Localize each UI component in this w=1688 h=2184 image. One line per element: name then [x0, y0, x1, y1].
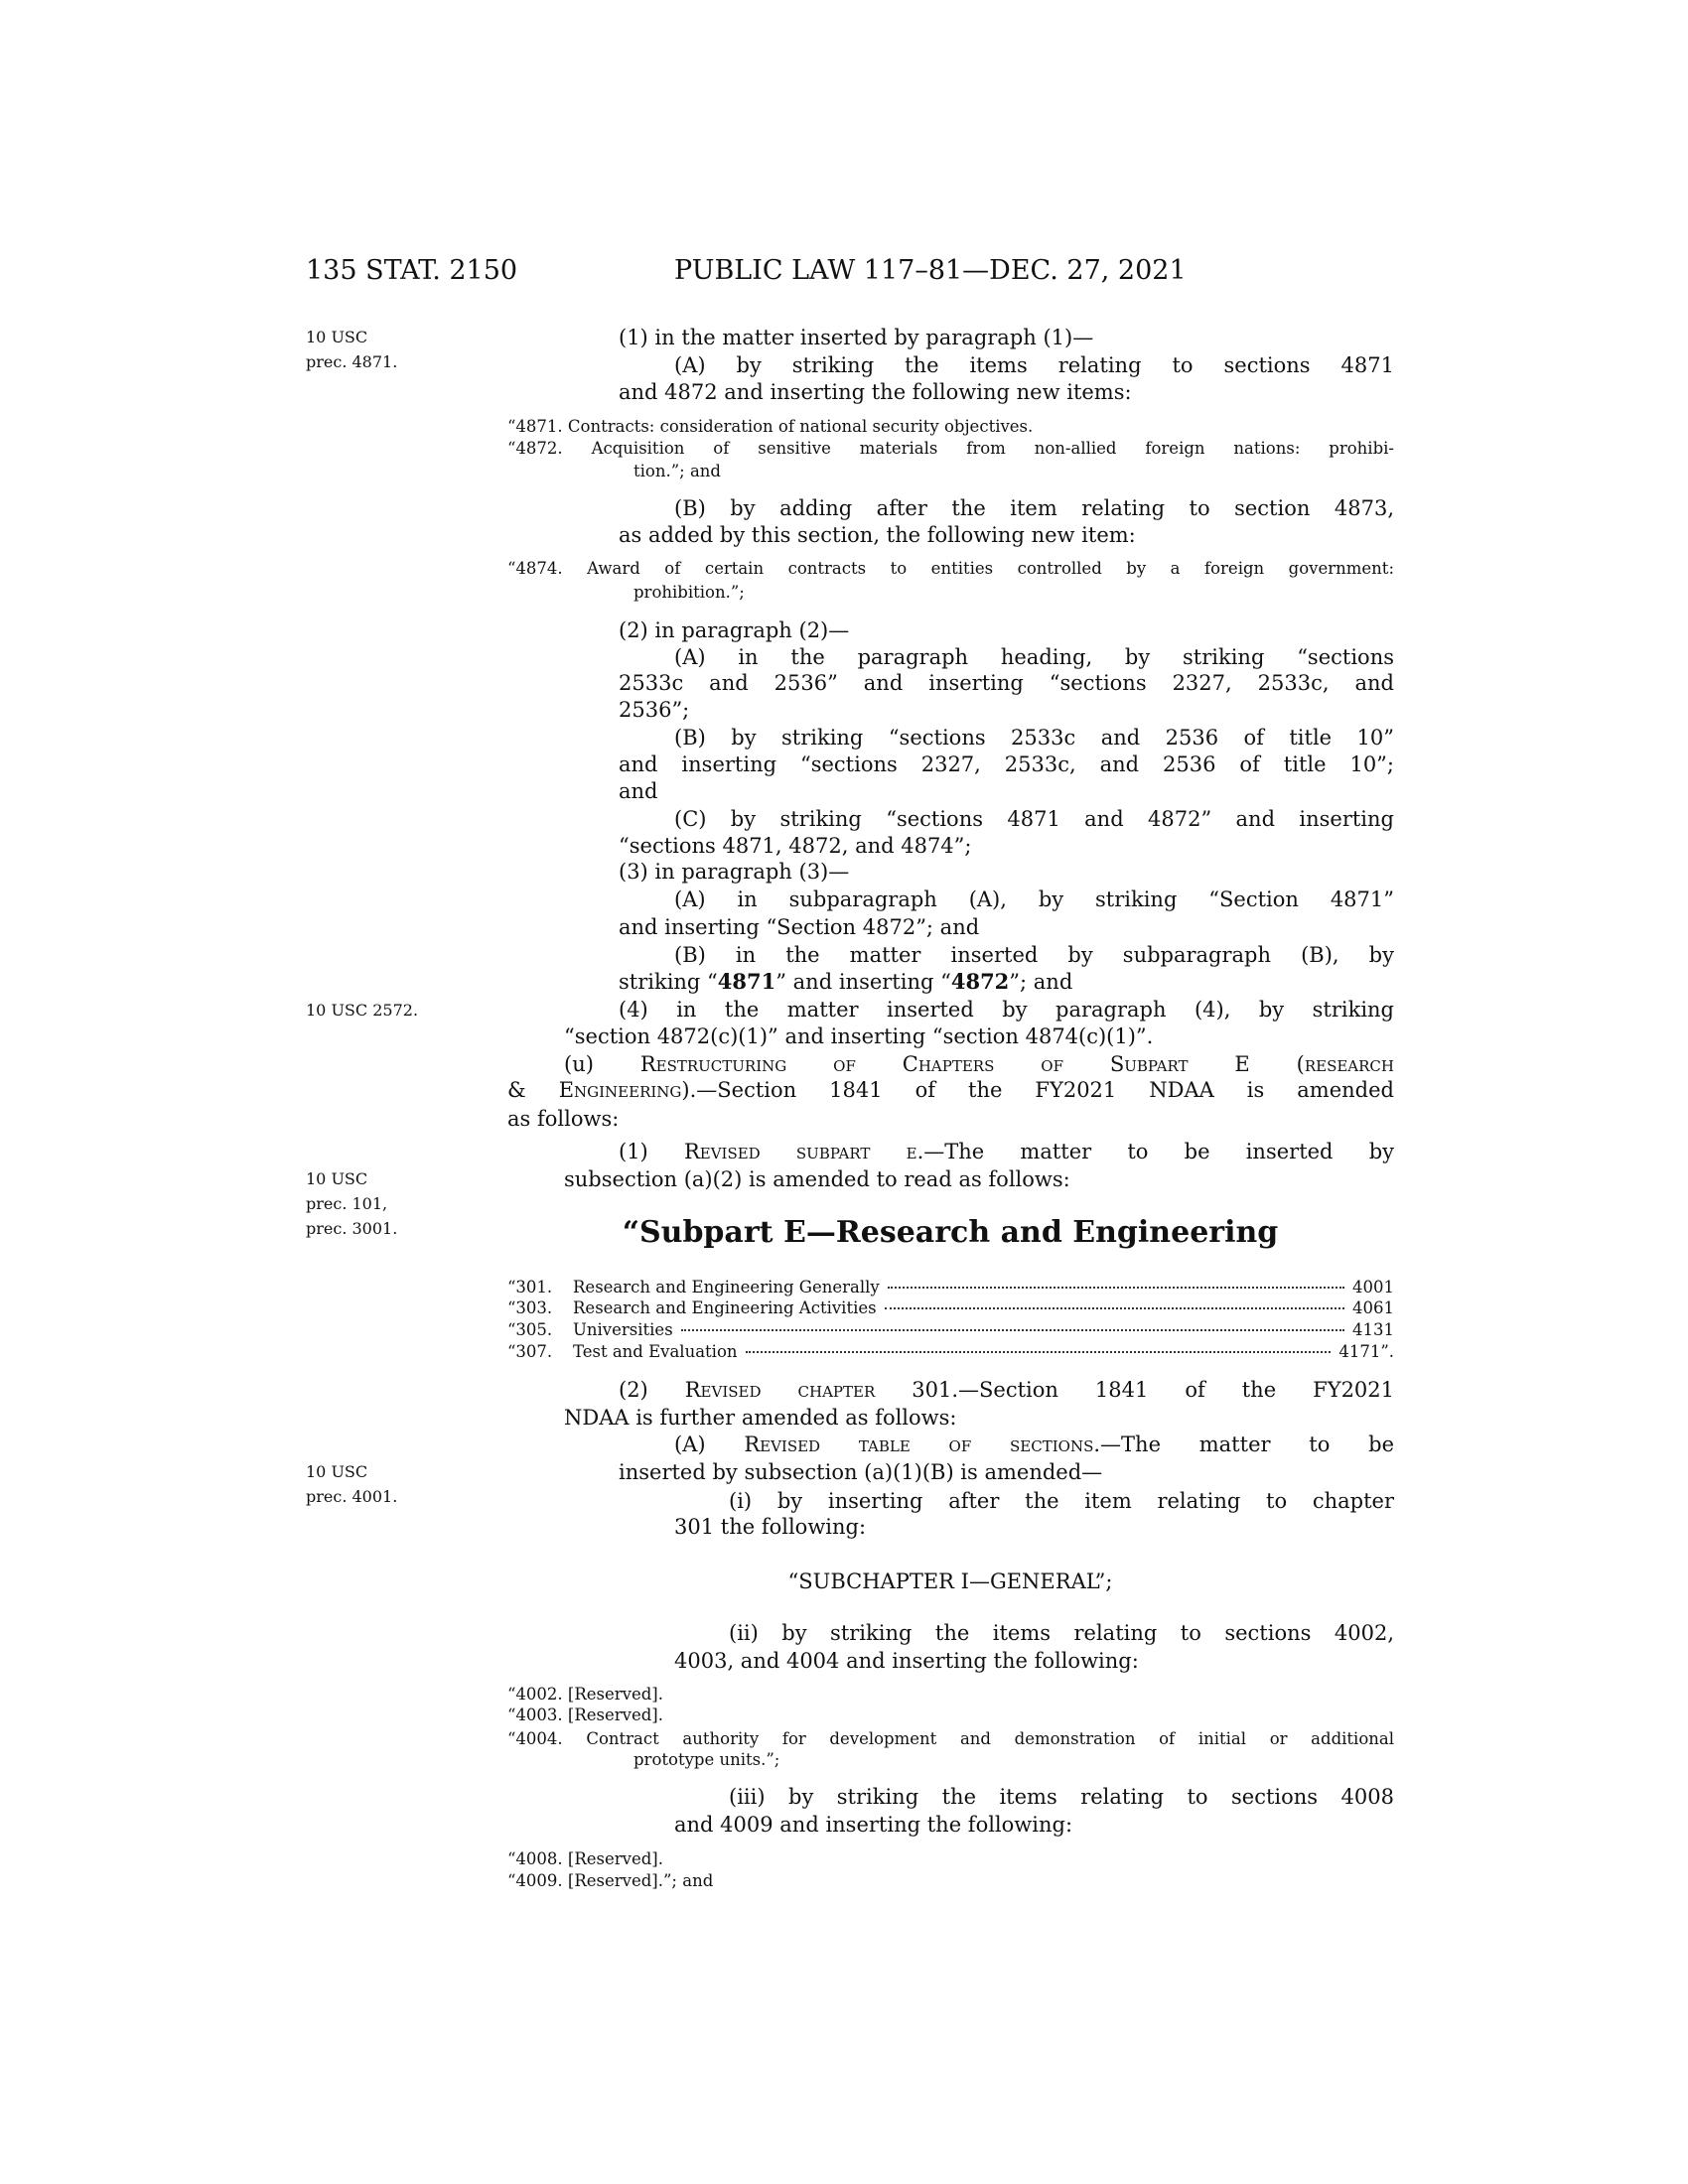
subsection-u: as follows: [507, 1107, 620, 1131]
subparagraph-A: and 4872 and inserting the following new items: [619, 380, 1132, 404]
text: ”; and [1009, 970, 1073, 994]
toc-row [507, 1277, 1394, 1298]
text: ” and inserting “ [775, 970, 951, 994]
paragraph-2-revised-chapter [619, 1376, 1394, 1404]
inserted-item: “4008. [Reserved]. [507, 1849, 663, 1868]
subparagraph-A: and inserting “Section 4872”; and [619, 915, 980, 939]
clause-iii: and 4009 and inserting the following: [674, 1813, 1073, 1837]
subparagraph-A: 2536”; [619, 698, 690, 722]
toc-row [507, 1341, 1394, 1363]
toc-title: Research and Engineering Generally [573, 1278, 880, 1297]
toc-section: 4001 [1352, 1278, 1394, 1297]
subparagraph-B [619, 968, 1394, 996]
dot-leader [681, 1329, 1344, 1331]
margin-note: prec. 4001. [306, 1487, 398, 1506]
text: .—The matter to be [1093, 1433, 1394, 1456]
subparagraph-A: 2533c and 2536” and inserting “sections 2327, 2533c, and [619, 671, 1394, 695]
paragraph-2: (2) in paragraph (2)— [619, 618, 850, 642]
paragraph-4: (4) in the matter inserted by paragraph (4), by striking [619, 998, 1394, 1022]
text: & [507, 1078, 559, 1102]
subpart-heading: “Subpart E—Research and Engineering [622, 1215, 1279, 1250]
margin-note: 10 USC [306, 1462, 368, 1481]
dot-leader [746, 1351, 1332, 1353]
inserted-item: tion.”; and [633, 462, 721, 480]
dot-leader [888, 1287, 1344, 1289]
subsection-heading: Restructuring of Chapters of Subpart E (research [639, 1052, 1394, 1076]
subsection-u [507, 1076, 1394, 1104]
toc-title: Research and Engineering Activities [573, 1298, 877, 1317]
margin-note: 10 USC 2572. [306, 1001, 419, 1020]
subparagraph-B: as added by this section, the following new item: [619, 523, 1136, 547]
subparagraph-A: (A) in subparagraph (A), by striking “Section 4871” [674, 887, 1394, 911]
subparagraph-B: and inserting “sections 2327, 2533c, and 2536 of title 10”; [619, 752, 1394, 776]
inserted-item: prohibition.”; [633, 583, 745, 602]
margin-note: prec. 101, [306, 1194, 388, 1213]
toc-section: 4131 [1352, 1320, 1394, 1339]
inserted-item: “4004. Contract authority for development and demonstration of initial or additional [507, 1729, 1394, 1748]
margin-note: prec. 3001. [306, 1219, 398, 1238]
subparagraph-A-revised-table [674, 1431, 1394, 1458]
inserted-item: “4874. Award of certain contracts to entities controlled by a foreign government: [507, 559, 1394, 578]
statute-page-number: 135 STAT. 2150 [306, 255, 518, 286]
margin-note: 10 USC [306, 328, 368, 346]
inserted-item: “4871. Contracts: consideration of national security objectives. [507, 417, 1034, 436]
text: .—Section 1841 of the FY2021 NDAA is amended [689, 1078, 1394, 1102]
margin-note: 10 USC [306, 1169, 368, 1188]
text: (1) [619, 1140, 684, 1163]
subparagraph-B: (B) by striking “sections 2533c and 2536 of title 10” [674, 726, 1394, 750]
subparagraph-C: “sections 4871, 4872, and 4874”; [619, 834, 972, 858]
paragraph-1: (1) in the matter inserted by paragraph (1)— [619, 326, 1094, 349]
running-title: PUBLIC LAW 117–81—DEC. 27, 2021 [674, 255, 1187, 286]
paragraph-1-revised-subpart [619, 1138, 1394, 1165]
paragraph-heading: Revised subpart e [683, 1140, 917, 1163]
subparagraph-A: (A) by striking the items relating to sections 4871 [674, 353, 1394, 377]
subparagraph-B: (B) by adding after the item relating to section 4873, [674, 496, 1394, 520]
subparagraph-heading: Revised table of sections [744, 1433, 1094, 1456]
bold-text: 4872 [950, 969, 1010, 994]
text: .—Section 1841 of the FY2021 [951, 1378, 1395, 1402]
paragraph-3: (3) in paragraph (3)— [619, 860, 850, 884]
clause-i: (i) by inserting after the item relating to chapter [729, 1489, 1394, 1513]
inserted-item: “4872. Acquisition of sensitive materials from non-allied foreign nations: prohibi- [507, 439, 1394, 458]
subparagraph-B: (B) in the matter inserted by subparagraph (B), by [674, 943, 1394, 967]
text: (2) [619, 1378, 685, 1402]
toc-row [507, 1319, 1394, 1341]
inserted-item: “4009. [Reserved].”; and [507, 1871, 714, 1890]
clause-ii: (ii) by striking the items relating to sections 4002, [729, 1621, 1394, 1645]
toc-row [507, 1297, 1394, 1319]
toc-number: “303. [507, 1298, 553, 1317]
toc-number: “305. [507, 1320, 553, 1339]
subsection-u [564, 1050, 1394, 1078]
subsection-heading: Engineering) [558, 1078, 690, 1102]
paragraph-heading: Revised chapter 301 [684, 1378, 952, 1402]
subparagraph-A-revised-table: inserted by subsection (a)(1)(B) is amended— [619, 1460, 1103, 1484]
toc-section: 4061 [1352, 1298, 1394, 1317]
clause-i: 301 the following: [674, 1515, 867, 1539]
paragraph-1-revised-subpart: subsection (a)(2) is amended to read as follows: [564, 1167, 1070, 1191]
text: .—The matter to be inserted by [916, 1140, 1394, 1163]
subparagraph-A: (A) in the paragraph heading, by striking “sections [674, 645, 1394, 669]
inserted-item: prototype units.”; [633, 1750, 780, 1769]
subparagraph-C: (C) by striking “sections 4871 and 4872” and inserting [674, 807, 1394, 831]
clause-ii: 4003, and 4004 and inserting the following: [674, 1649, 1139, 1673]
text: (u) [564, 1052, 640, 1076]
paragraph-4: “section 4872(c)(1)” and inserting “section 4874(c)(1)”. [564, 1024, 1154, 1048]
text: striking “ [619, 970, 718, 994]
toc-number: “301. [507, 1278, 553, 1297]
subparagraph-B: and [619, 779, 658, 803]
toc-number: “307. [507, 1342, 553, 1361]
inserted-item: “4003. [Reserved]. [507, 1706, 663, 1724]
margin-note: prec. 4871. [306, 352, 398, 371]
inserted-item: “4002. [Reserved]. [507, 1685, 663, 1704]
paragraph-2-revised-chapter: NDAA is further amended as follows: [564, 1406, 957, 1430]
bold-text: 4871 [717, 969, 776, 994]
toc-section: 4171”. [1338, 1342, 1394, 1361]
dot-leader [885, 1307, 1344, 1309]
toc-title: Test and Evaluation [573, 1342, 738, 1361]
subchapter-heading: “SUBCHAPTER I—GENERAL”; [787, 1570, 1113, 1593]
toc-title: Universities [573, 1320, 673, 1339]
text: (A) [674, 1433, 745, 1456]
clause-iii: (iii) by striking the items relating to sections 4008 [729, 1785, 1394, 1809]
